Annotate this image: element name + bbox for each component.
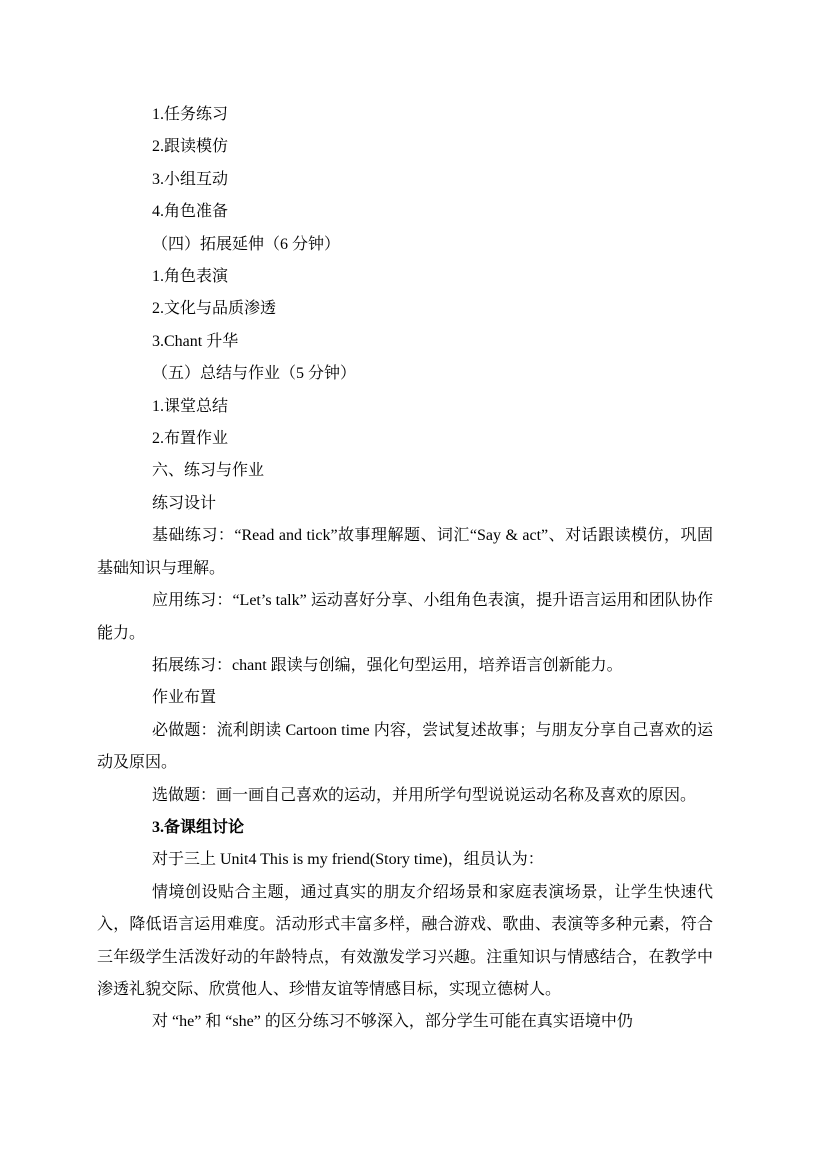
doc-paragraph: 2.布置作业 — [152, 430, 229, 448]
doc-paragraph: 对于三上 Unit4 This is my friend(Story time)，组员认为： — [152, 851, 544, 869]
doc-paragraph: 1.课堂总结 — [152, 397, 229, 415]
doc-paragraph: （四）拓展延伸（6 分钟） — [152, 235, 341, 253]
doc-paragraph: 3.小组互动 — [152, 170, 229, 188]
doc-paragraph: 六、练习与作业 — [152, 462, 265, 480]
doc-paragraph: 练习设计 — [152, 494, 217, 512]
doc-paragraph: 选做题：画一画自己喜欢的运动，并用所学句型说说运动名称及喜欢的原因。 — [152, 786, 697, 804]
doc-paragraph: 拓展练习：chant 跟读与创编，强化句型运用，培养语言创新能力。 — [152, 656, 623, 674]
section-heading: 3.备课组讨论 — [152, 818, 245, 836]
doc-paragraph: 应用练习：“Let’s talk” 运动喜好分享、小组角色表演，提升语言运用和团队协作能力。 — [97, 592, 713, 642]
doc-paragraph: 1.任务练习 — [152, 106, 229, 123]
doc-paragraph: 作业布置 — [152, 689, 217, 707]
doc-paragraph: 3.Chant 升华 — [152, 332, 239, 350]
doc-paragraph: 情境创设贴合主题，通过真实的朋友介绍场景和家庭表演场景，让学生快速代入，降低语言运用难度。活动形式丰富多样，融合游戏、歌曲、表演等多种元素，符合三年级学生活泼好动的年龄特点，有效激发学习兴趣。注重知识与情感结合，在教学中渗透礼貌交际、欣赏他人、珍惜友谊等情感目标，实现立德树人。 — [97, 883, 713, 998]
doc-paragraph: 基础练习：“Read and tick”故事理解题、词汇“Say & act”、对话跟读模仿，巩固基础知识与理解。 — [97, 527, 713, 577]
doc-paragraph: 2.跟读模仿 — [152, 138, 229, 156]
doc-paragraph: 对 “he” 和 “she” 的区分练习不够深入，部分学生可能在真实语境中仍 — [152, 1013, 633, 1031]
doc-paragraph: 4.角色准备 — [152, 203, 229, 221]
doc-paragraph: （五）总结与作业（5 分钟） — [152, 365, 357, 383]
doc-paragraph: 必做题：流利朗读 Cartoon time 内容，尝试复述故事；与朋友分享自己喜欢的运动及原因。 — [97, 721, 713, 772]
doc-paragraph: 2.文化与品质渗透 — [152, 300, 277, 318]
doc-paragraph: 1.角色表演 — [152, 268, 229, 286]
